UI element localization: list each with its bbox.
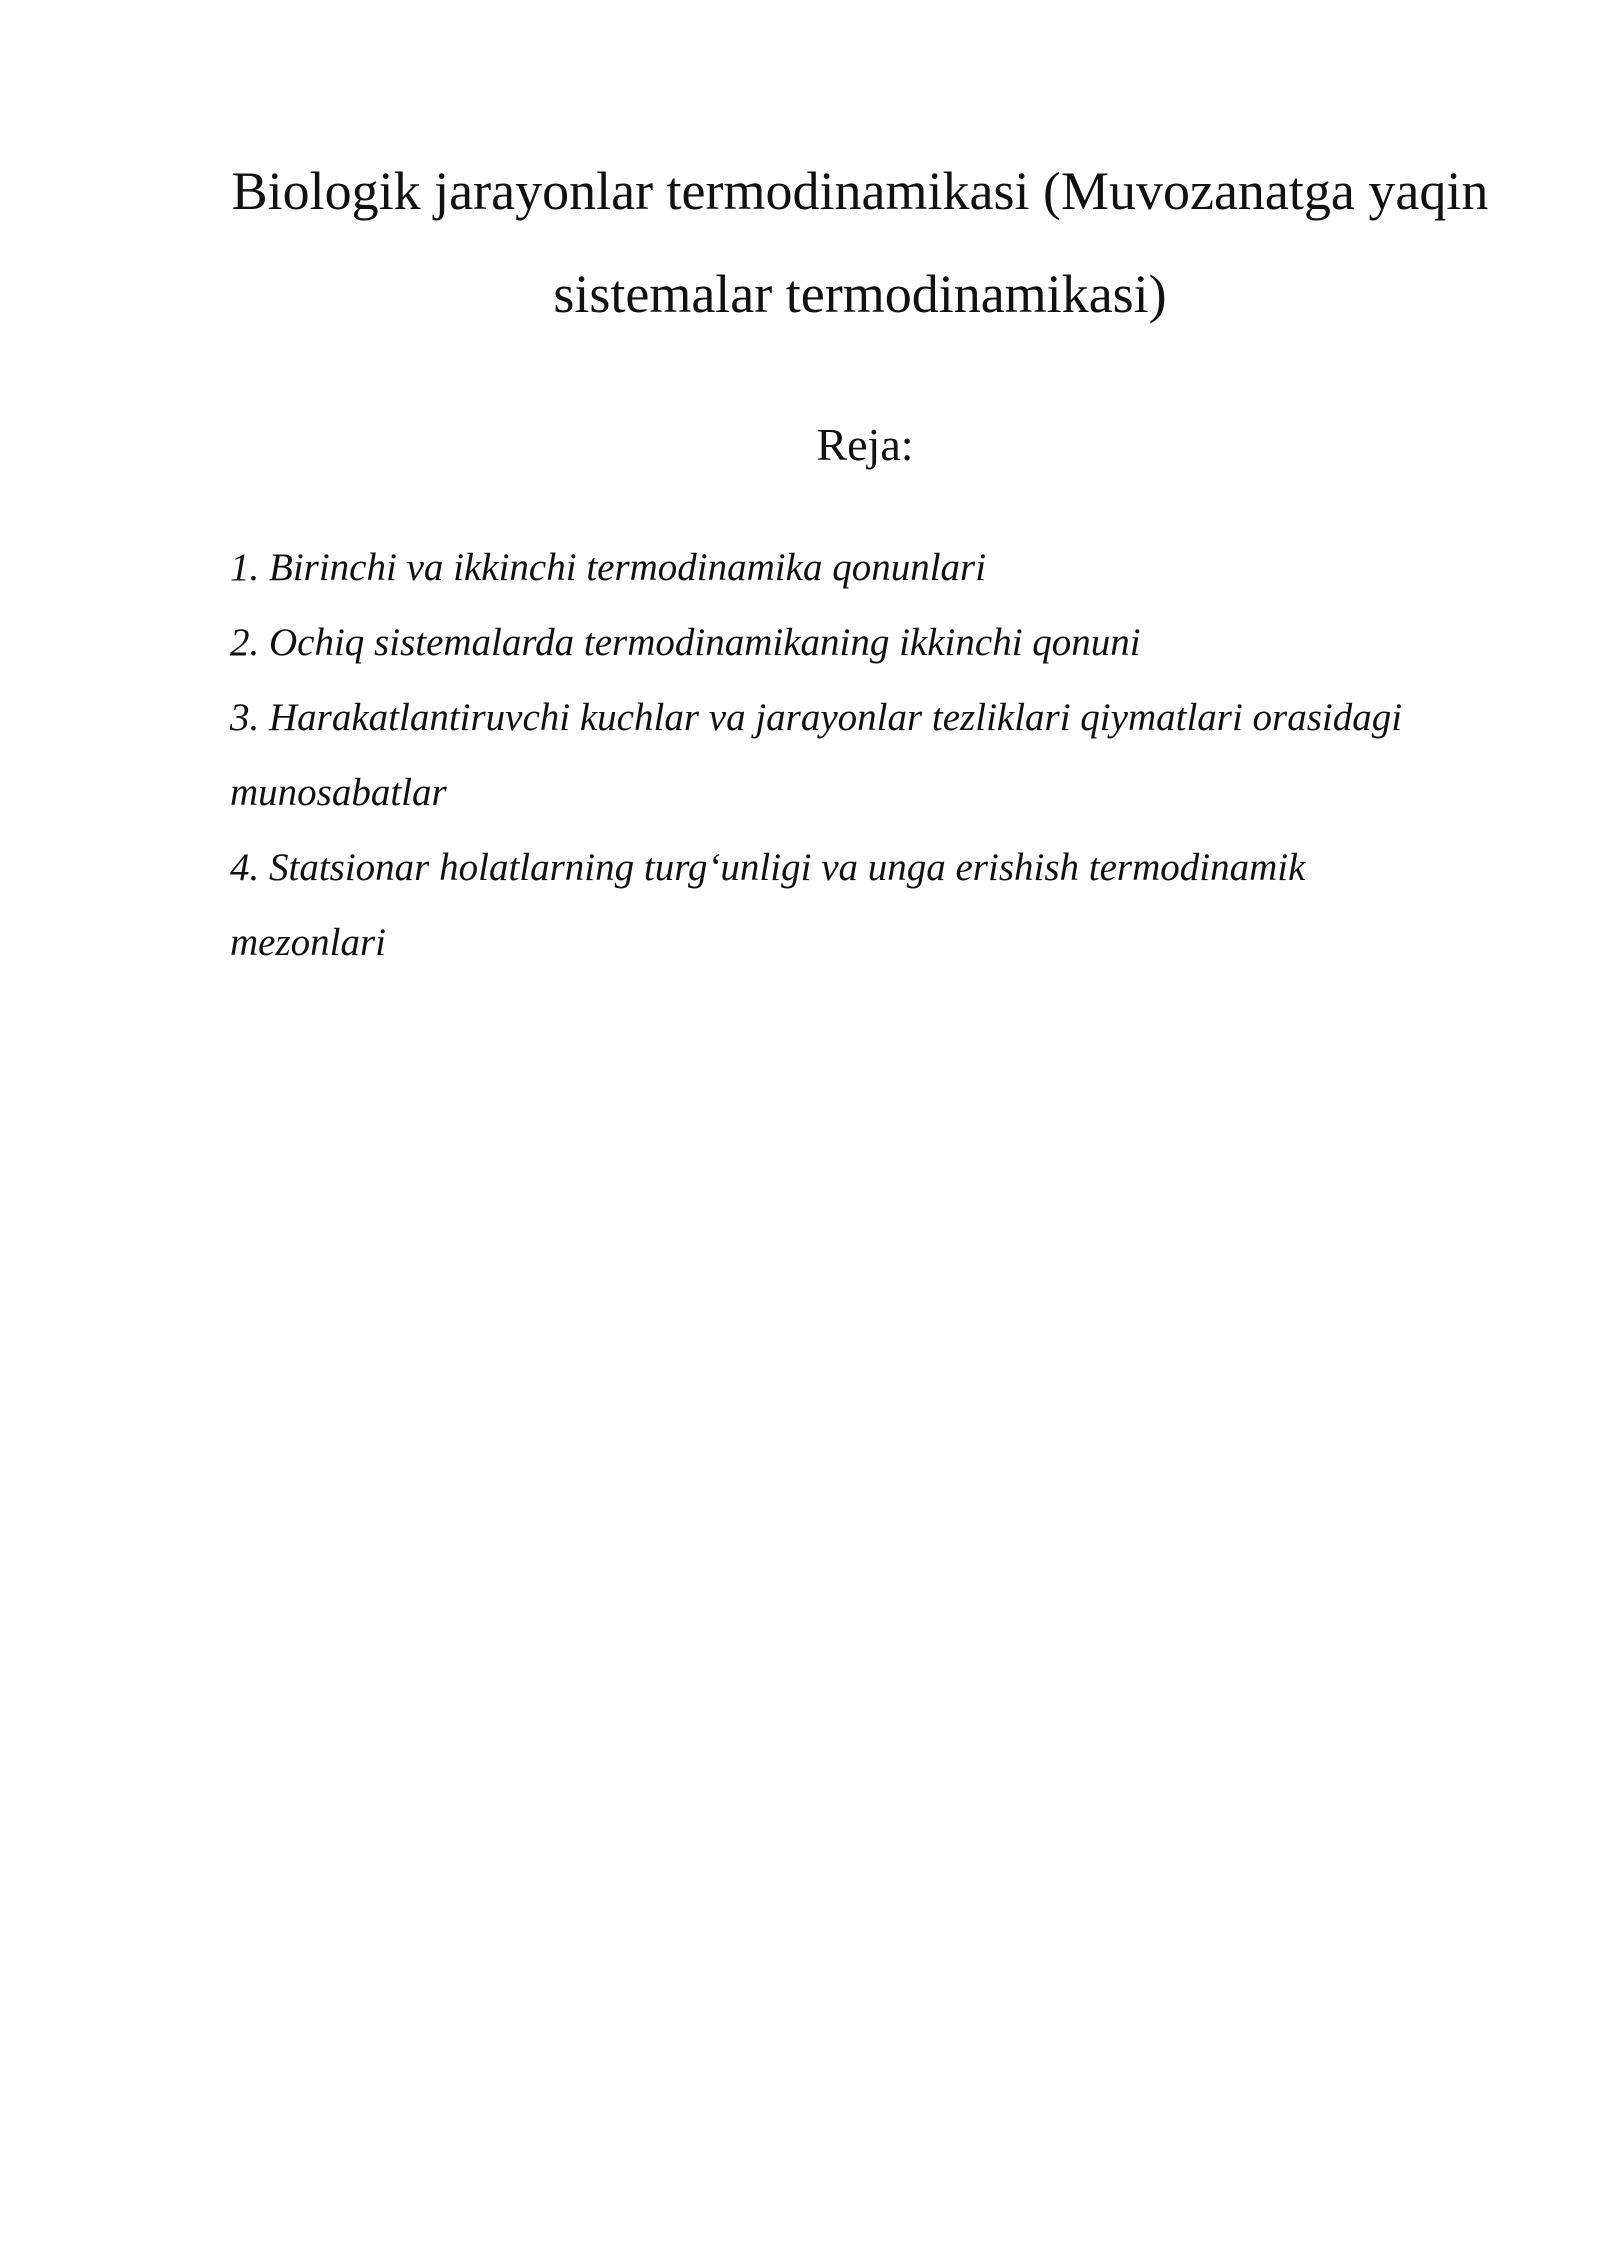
plan-item-text: 2. Ochiq sistemalarda termodinamikaning ikkinchi qonuni (230, 621, 1141, 664)
plan-item-text: 4. Statsionar holatlarning turg‘unligi va unga erishish termodinamik mezonlari (230, 846, 1306, 964)
document-title: Biologik jarayonlar termodinamikasi (Muvozanatga yaqin sistemalar termodinamikasi) (231, 161, 1489, 324)
plan-item-3 (230, 680, 1410, 830)
plan-item-text: 3. Harakatlantiruvchi kuchlar va jarayonlar tezliklari qiymatlari orasidagi munosabatlar (230, 696, 1403, 814)
plan-item-4 (230, 830, 1410, 980)
plan-item-text: 1. Birinchi va ikkinchi termodinamika qonunlari (230, 546, 987, 589)
plan-item-2 (230, 605, 1410, 680)
plan-item-1 (230, 530, 1410, 605)
plan-list (230, 530, 1410, 980)
plan-heading: Reja: (816, 419, 914, 470)
